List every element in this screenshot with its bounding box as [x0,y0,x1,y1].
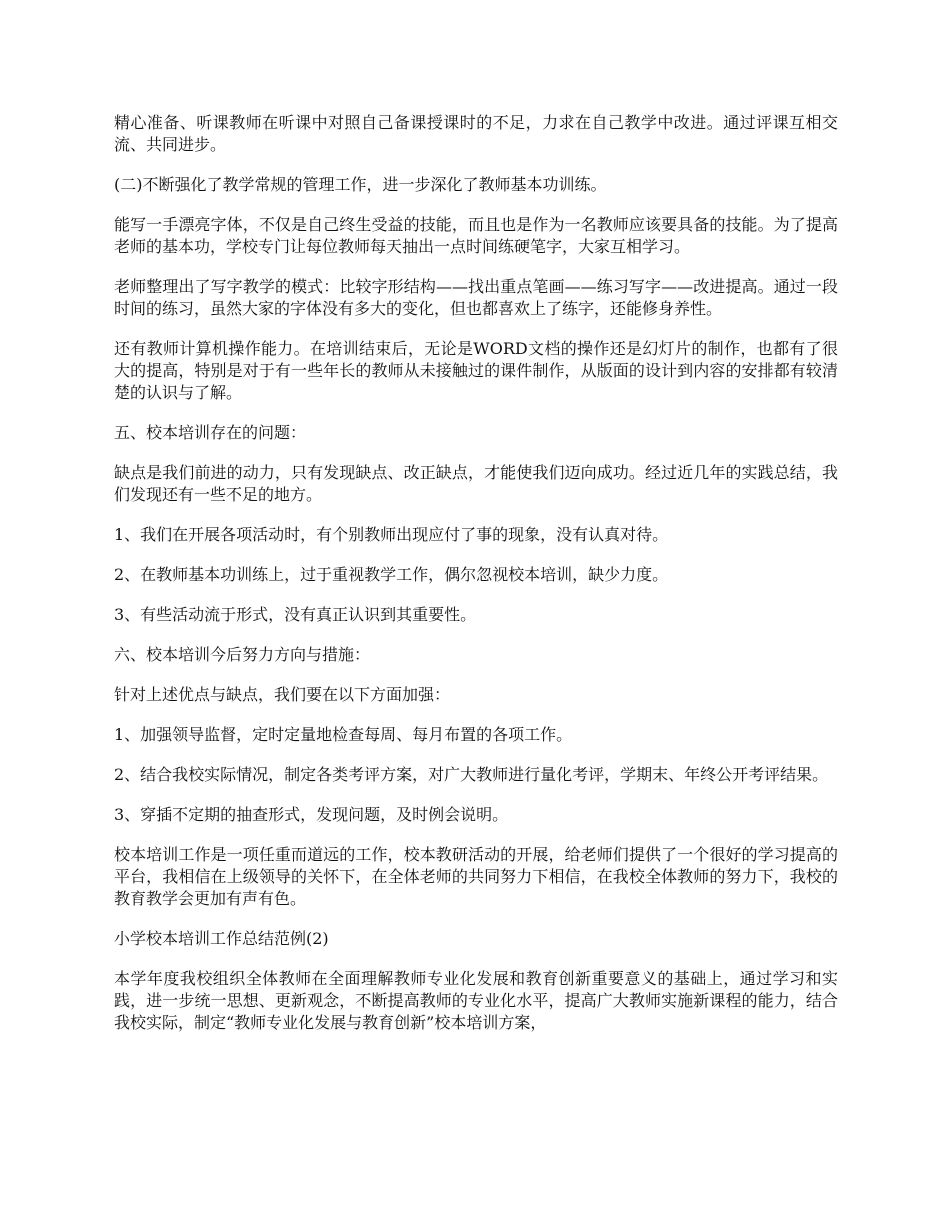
section-heading-measures: 六、校本培训今后努力方向与措施： [114,645,371,664]
document-body [114,112,838,1034]
paragraph-shortcomings-intro: 缺点是我们前进的动力，只有发现缺点、改正缺点，才能使我们迈向成功。经过近几年的实践总结，我们发现还有一些不足的地方。 [114,463,838,504]
paragraph-handwriting-skill: 能写一手漂亮字体，不仅是自己终生受益的技能，而且也是作为一名教师应该要具备的技能。为了提高老师的基本功，学校专门让每位教师每天抽出一点时间练硬笔字，大家互相学习。 [114,215,838,256]
paragraph-measures-intro: 针对上述优点与缺点，我们要在以下方面加强： [114,685,451,704]
paragraph-teaching-routine-heading: (二)不断强化了教学常规的管理工作，进一步深化了教师基本功训练。 [114,175,607,194]
paragraph-computer-skills: 还有教师计算机操作能力。在培训结束后，无论是WORD文档的操作还是幻灯片的制作，也都有了很大的提高，特别是对于有一些年长的教师从未接触过的课件制作，从版面的设计到内容的安排都有较清楚的认识与了解。 [114,339,838,402]
paragraph-conclusion: 校本培训工作是一项任重而道远的工作，校本教研活动的开展，给老师们提供了一个很好的学习提高的平台，我相信在上级领导的关怀下，在全体老师的共同努力下相信，在我校全体教师的努力下，我校的教育教学会更加有声有色。 [114,845,838,908]
document-subtitle: 小学校本培训工作总结范例(2) [114,929,329,948]
list-item-problem-1: 1、我们在开展各项活动时，有个别教师出现应付了事的现象，没有认真对待。 [114,525,669,544]
paragraph-lesson-review: 精心准备、听课教师在听课中对照自己备课授课时的不足，力求在自己教学中改进。通过评课互相交流、共同进步。 [114,113,838,154]
list-item-problem-2: 2、在教师基本功训练上，过于重视教学工作，偶尔忽视校本培训，缺少力度。 [114,565,669,584]
list-item-measure-2: 2、结合我校实际情况，制定各类考评方案，对广大教师进行量化考评，学期末、年终公开考评结果。 [114,765,829,784]
paragraph-second-report-intro: 本学年度我校组织全体教师在全面理解教师专业化发展和教育创新重要意义的基础上，通过学习和实践，进一步统一思想、更新观念，不断提高教师的专业化水平，提高广大教师实施新课程的能力，结合我校实际，制定“教师专业化发展与教育创新”校本培训方案， [114,969,838,1032]
list-item-problem-3: 3、有些活动流于形式，没有真正认识到其重要性。 [114,605,477,624]
paragraph-writing-teaching-mode: 老师整理出了写字教学的模式：比较字形结构——找出重点笔画——练习写字——改进提高。通过一段时间的练习，虽然大家的字体没有多大的变化，但也都喜欢上了练字，还能修身养性。 [114,277,838,318]
section-heading-problems: 五、校本培训存在的问题： [114,423,307,442]
list-item-measure-1: 1、加强领导监督，定时定量地检查每周、每月布置的各项工作。 [114,725,573,744]
list-item-measure-3: 3、穿插不定期的抽查形式，发现问题，及时例会说明。 [114,805,509,824]
